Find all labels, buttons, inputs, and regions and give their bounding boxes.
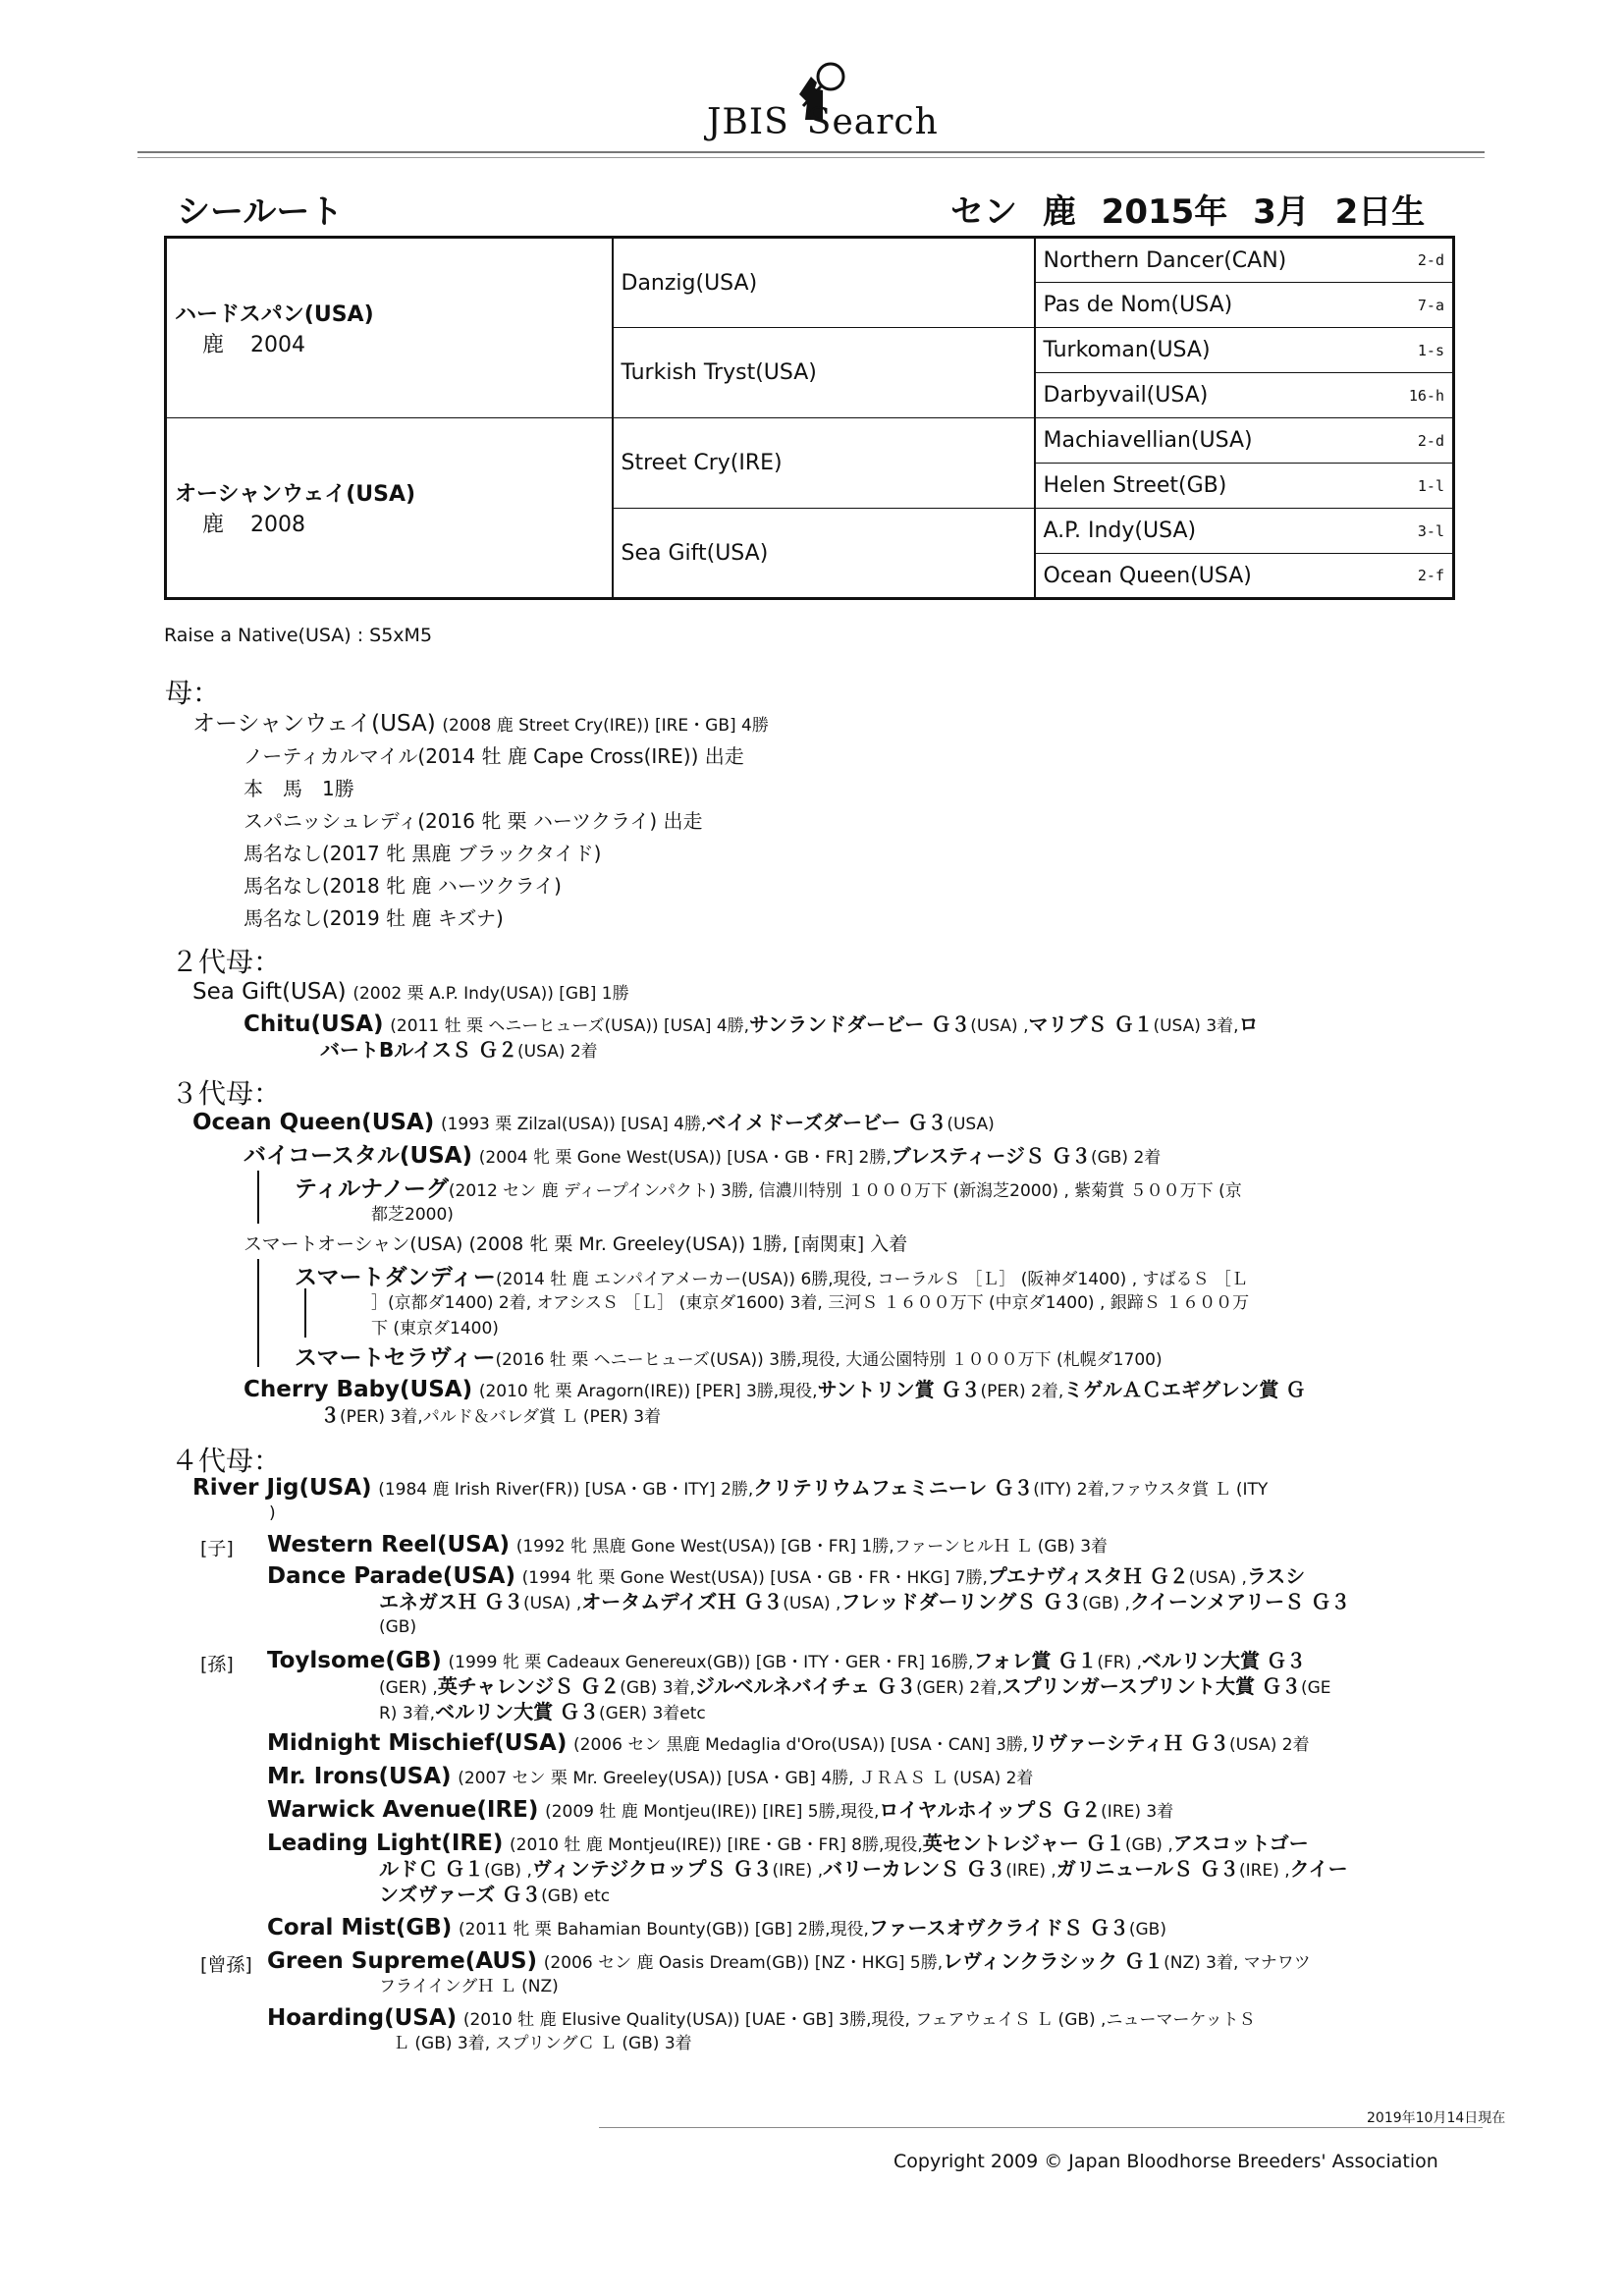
sire-sire-cell: Danzig(USA): [613, 238, 1035, 328]
jbis-search-logo: [687, 59, 943, 147]
gen3-heading: ３代母：: [171, 1077, 282, 1110]
western-reel-line: Western Reel(USA) (1992 牝 黒鹿 Gone West(USA)) [GB・FR] 1勝,ファーンヒルＨ Ｌ (GB) 3着: [267, 1532, 1109, 1558]
sire-name: ハードスパン(USA): [175, 302, 374, 327]
ancestor-cell: Machiavellian(USA) 2-d: [1035, 418, 1454, 464]
green-supreme-line: Green Supreme(AUS) (2006 セン 鹿 Oasis Dream(GB)) [NZ・HKG] 5勝,レヴィンクラシック Ｇ１(NZ) 3着, マナワツ: [267, 1948, 1311, 1974]
dance-parade-line2: エネガスＨ Ｇ３(USA) ,オータムデイズＨ Ｇ３(USA) ,フレッドダーリングＳ Ｇ３(GB) ,クイーンメアリーＳ Ｇ３: [379, 1590, 1351, 1613]
river-jig-line2: ): [269, 1503, 276, 1523]
hoarding-line: Hoarding(USA) (2010 牡 鹿 Elusive Quality(USA)) [UAE・GB] 3勝,現役, フェアウェイＳ Ｌ (GB) ,ニューマーケットＳ: [267, 2005, 1256, 2031]
offspring-row: 本 馬 1勝: [244, 777, 354, 800]
ancestor-cell: Darbyvail(USA) 16-h: [1035, 373, 1454, 418]
great-grandchild-tag: [曾孫]: [200, 1954, 252, 1976]
gen2-heading: ２代母：: [171, 946, 282, 978]
sire-cell: [166, 238, 613, 418]
dam-line: オーシャンウェイ(USA) (2008 鹿 Street Cry(IRE)) [IRE・GB] 4勝: [192, 711, 769, 737]
toylsome-line: Toylsome(GB) (1999 牝 栗 Cadeaux Genereux(GB)) [GB・ITY・GER・FR] 16勝,フォレ賞 Ｇ１(FR) ,ベルリン大賞 Ｇ３: [267, 1648, 1306, 1673]
river-jig-line: River Jig(USA) (1984 鹿 Irish River(FR)) [USA・GB・ITY] 2勝,クリテリウムフェミニーレ Ｇ３(ITY) 2着,ファウスタ賞 Ｌ (ITY: [192, 1475, 1269, 1501]
smart-ocean-line: スマートオーシャン(USA) (2008 牝 栗 Mr. Greeley(USA)) 1勝, [南関東] 入着: [244, 1233, 908, 1255]
dam-name: オーシャンウェイ(USA): [175, 482, 416, 507]
hoarding-line2: Ｌ (GB) 3着, スプリングＣ Ｌ (GB) 3着: [393, 2034, 692, 2053]
leading-light-line: Leading Light(IRE) (2010 牡 鹿 Montjeu(IRE)) [IRE・GB・FR] 8勝,現役,英セントレジャー Ｇ１(GB) ,アスコットゴー: [267, 1831, 1309, 1856]
chitu-line: Chitu(USA) (2011 牡 栗 ヘニーヒューズ(USA)) [USA] 4勝,サンランドダービー Ｇ３(USA) ,マリブＳ Ｇ１(USA) 3着,ロ: [244, 1011, 1259, 1037]
green-supreme-line2: フライイングＨ Ｌ (NZ): [379, 1977, 559, 1996]
chitu-line2: バートBルイスＳ Ｇ２(USA) 2着: [320, 1038, 598, 1062]
dam-heading: 母：: [165, 677, 221, 709]
cherry-baby-line: Cherry Baby(USA) (2010 牝 栗 Aragorn(IRE)) [PER] 3勝,現役,サントリン賞 Ｇ３(PER) 2着,ミゲルＡＣエギグレン賞 Ｇ: [244, 1377, 1306, 1402]
cherry-baby-line2: ３(PER) 3着,パルド＆バレダ賞 Ｌ (PER) 3着: [320, 1403, 662, 1427]
ancestor-cell: Northern Dancer(CAN) 2-d: [1035, 238, 1454, 283]
dam-sub: 鹿 2008: [202, 513, 305, 537]
gen4-heading: ４代母：: [171, 1445, 282, 1477]
as-of-date: 2019年10月14日現在: [1367, 2110, 1506, 2126]
inbreeding-note: Raise a Native(USA) : S5xM5: [164, 625, 433, 646]
dam-dam-cell: Sea Gift(USA): [613, 509, 1035, 599]
midnight-mischief-line: Midnight Mischief(USA) (2006 セン 黒鹿 Medaglia d'Oro(USA)) [USA・CAN] 3勝,リヴァーシティＨ Ｇ３(USA) 2着: [267, 1730, 1310, 1756]
sire-dam-cell: Turkish Tryst(USA): [613, 328, 1035, 418]
offspring-row: 馬名なし(2017 牝 黒鹿 ブラックタイド): [244, 842, 602, 865]
offspring-row: スパニッシュレディ(2016 牝 栗 ハーツクライ) 出走: [244, 809, 703, 833]
offspring-row: 馬名なし(2018 牝 鹿 ハーツクライ): [244, 874, 562, 898]
dam-cell: [166, 418, 613, 599]
pedigree-table: [164, 236, 1455, 600]
warwick-avenue-line: Warwick Avenue(IRE) (2009 牡 鹿 Montjeu(IRE)) [IRE] 5勝,現役,ロイヤルホイップＳ Ｇ２(IRE) 3着: [267, 1797, 1174, 1823]
logo-search: Search: [806, 102, 939, 142]
tree-bar: [257, 1171, 259, 1224]
tree-bar: [304, 1288, 306, 1338]
ancestor-cell: Pas de Nom(USA) 7-a: [1035, 283, 1454, 328]
dance-parade-line: Dance Parade(USA) (1994 牝 栗 Gone West(USA)) [USA・GB・FR・HKG] 7勝,プエナヴィスタＨ Ｇ２(USA) ,ラスシ: [267, 1563, 1306, 1589]
grandchild-tag: [孫]: [200, 1654, 234, 1675]
sire-sub: 鹿 2004: [202, 333, 305, 357]
tirnanog-line: ティルナノーグ(2012 セン 鹿 ディープインパクト) 3勝, 信濃川特別 １０００万下 (新潟芝2000) , 紫菊賞 ５００万下 (京: [295, 1176, 1242, 1202]
ancestor-cell: A.P. Indy(USA) 3-l: [1035, 509, 1454, 554]
dam-sire-cell: Street Cry(IRE): [613, 418, 1035, 509]
dance-parade-line3: (GB): [379, 1617, 417, 1637]
toylsome-line2: (GER) ,英チャレンジＳ Ｇ２(GB) 3着,ジルベルネバイチェ Ｇ３(GER) 2着,スプリンガースプリント大賞 Ｇ３(GE: [379, 1674, 1331, 1698]
horse-name: シールート: [177, 192, 344, 232]
toylsome-line3: R) 3着,ベルリン大賞 Ｇ３(GER) 3着etc: [379, 1700, 706, 1723]
tirnanog-line2: 都芝2000): [371, 1205, 454, 1225]
smart-dandy-line: スマートダンディー(2014 牡 鹿 エンパイアメーカー(USA)) 6勝,現役, コーラルＳ ［Ｌ］ (阪神ダ1400) , すばるＳ ［Ｌ: [295, 1265, 1248, 1290]
ancestor-cell: Helen Street(GB) 1-l: [1035, 464, 1454, 509]
copyright: Copyright 2009 © Japan Bloodhorse Breeders' Association: [893, 2151, 1438, 2172]
coral-mist-line: Coral Mist(GB) (2011 牝 栗 Bahamian Bounty(GB)) [GB] 2勝,現役,ファースオヴクライドＳ Ｇ３(GB): [267, 1915, 1166, 1941]
ancestor-cell: Ocean Queen(USA) 2-f: [1035, 554, 1454, 599]
child-tag: [子]: [200, 1538, 234, 1559]
leading-light-line2: ルドＣ Ｇ１(GB) ,ヴィンテジクロップＳ Ｇ３(IRE) ,バリーカレンＳ Ｇ３(IRE) ,ガリニュールＳ Ｇ３(IRE) ,クイー: [379, 1857, 1348, 1881]
tree-bar: [257, 1259, 259, 1367]
bicoastal-line: バイコースタル(USA) (2004 牝 栗 Gone West(USA)) [USA・GB・FR] 2勝,ブレスティージＳ Ｇ３(GB) 2着: [244, 1143, 1162, 1169]
offspring-row: 馬名なし(2019 牡 鹿 キズナ): [244, 906, 504, 930]
leading-light-line3: ンズヴァーズ Ｇ３(GB) etc: [379, 1883, 611, 1906]
smart-c-est-la-vie-line: スマートセラヴィー(2016 牡 栗 ヘニーヒューズ(USA)) 3勝,現役, 大通公園特別 １０００万下 (札幌ダ1700): [295, 1345, 1163, 1371]
smart-dandy-line3: 下 (東京ダ1400): [371, 1319, 499, 1339]
ancestor-cell: Turkoman(USA) 1-s: [1035, 328, 1454, 373]
gen2-line: Sea Gift(USA) (2002 栗 A.P. Indy(USA)) [GB] 1勝: [192, 979, 629, 1005]
header-rule-thin: [137, 157, 1485, 158]
offspring-row: ノーティカルマイル(2014 牡 鹿 Cape Cross(IRE)) 出走: [244, 744, 744, 768]
mr-irons-line: Mr. Irons(USA) (2007 セン 栗 Mr. Greeley(USA)) [USA・GB] 4勝, ＪＲＡＳ Ｌ (USA) 2着: [267, 1764, 1034, 1789]
header-rule: [137, 151, 1485, 153]
horse-info: セン 鹿 2015年 3月 2日生: [950, 192, 1426, 232]
smart-dandy-line2: ］(京都ダ1400) 2着, オアシスＳ ［Ｌ］ (東京ダ1600) 3着, 三河Ｓ １６００万下 (中京ダ1400) , 銀蹄Ｓ １６００万: [371, 1293, 1250, 1313]
logo-jbis: JBIS: [707, 102, 789, 142]
ocean-queen-line: Ocean Queen(USA) (1993 栗 Zilzal(USA)) [USA] 4勝,ベイメドーズダービー Ｇ３(USA): [192, 1110, 995, 1135]
footer-rule: [599, 2127, 1483, 2128]
